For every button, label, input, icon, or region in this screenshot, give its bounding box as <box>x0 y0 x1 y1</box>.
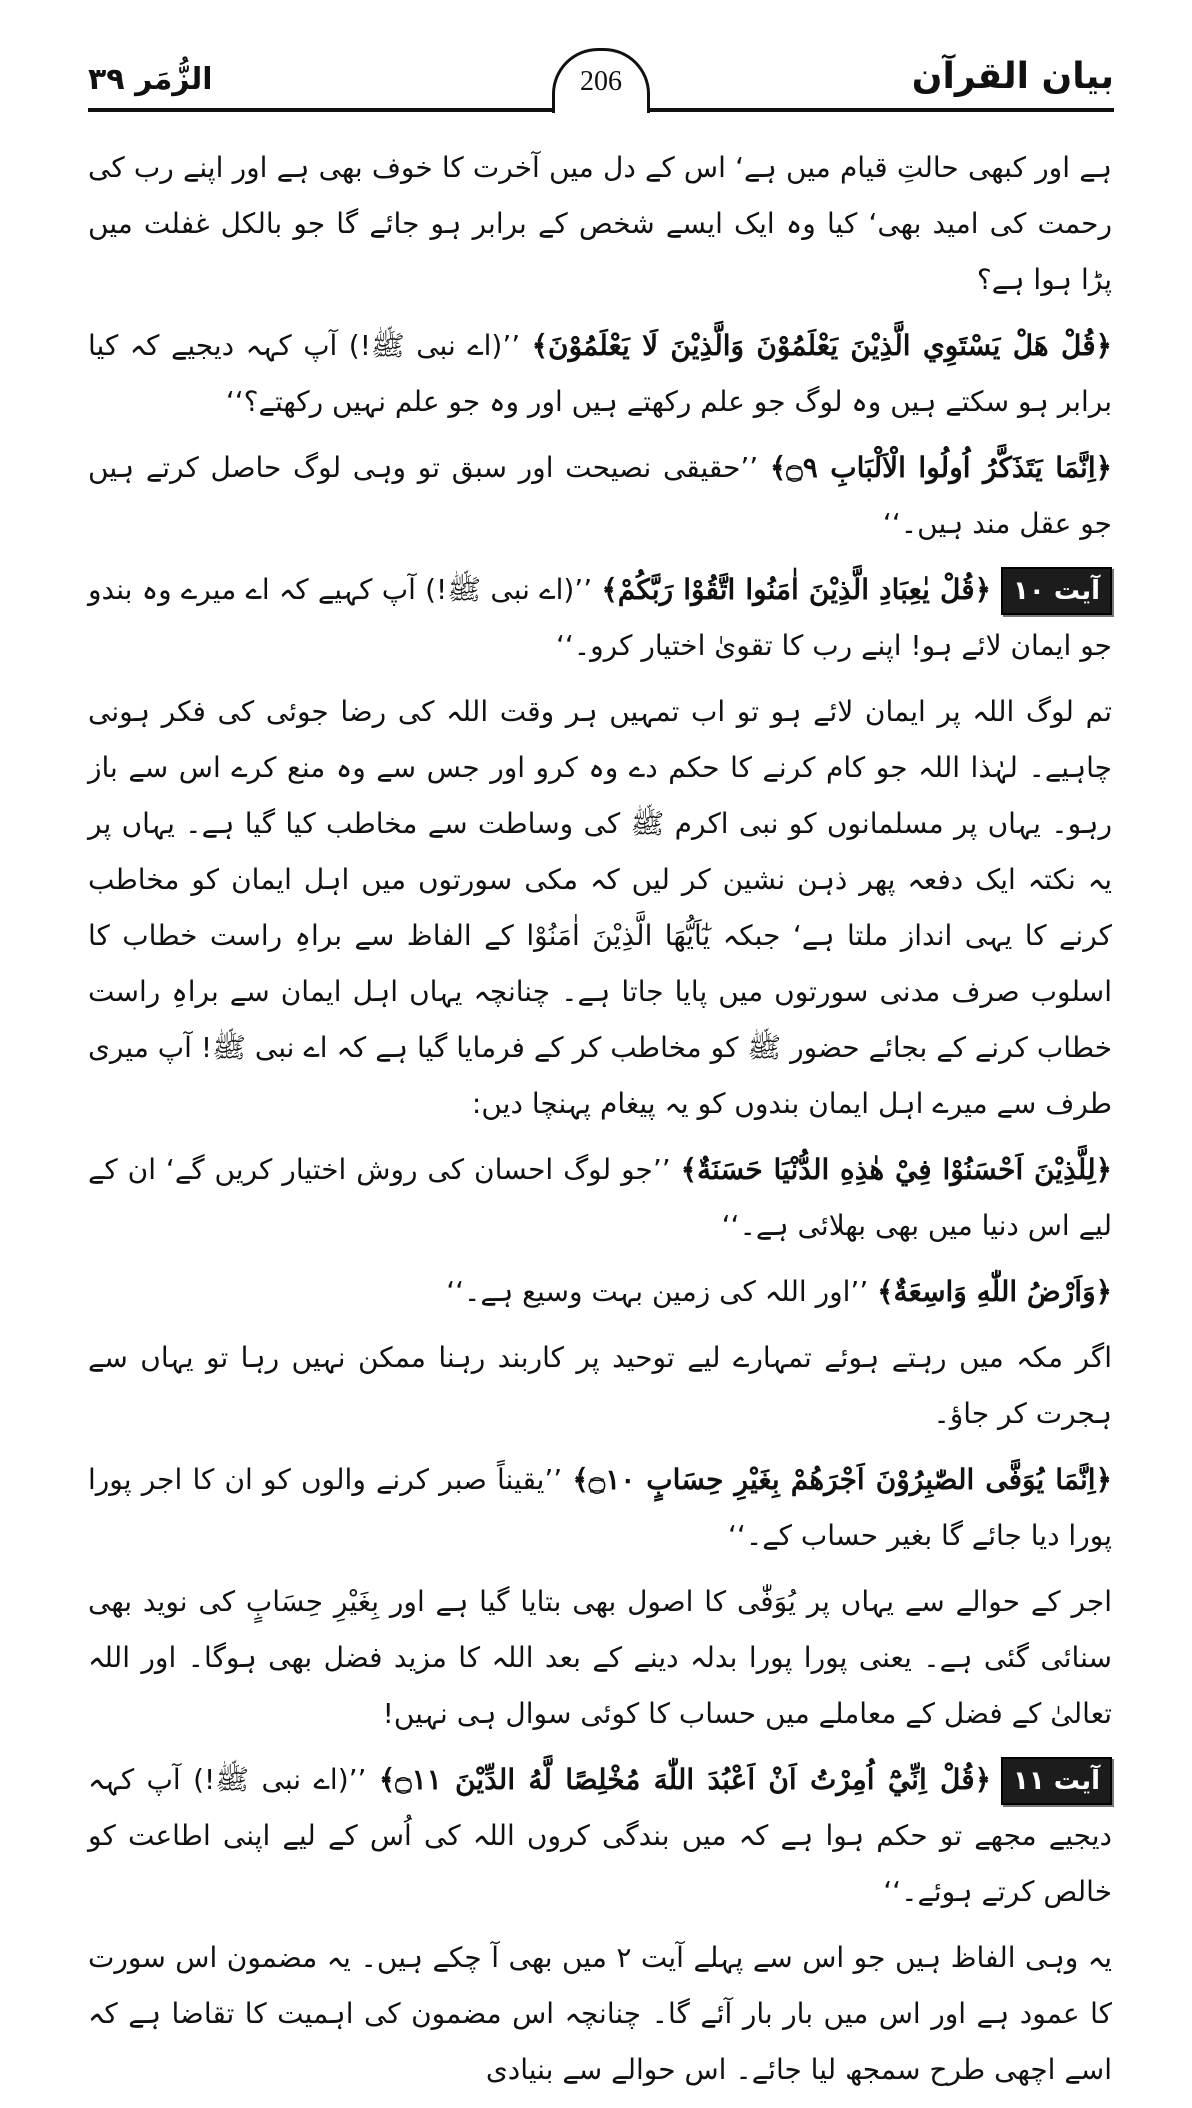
verse-paragraph <box>88 440 1112 552</box>
page-body <box>88 140 1112 2108</box>
ayah-number-badge: آیت ۱۰ <box>1001 567 1112 615</box>
verse-paragraph <box>88 1264 1112 1320</box>
verse-translation: ’’حقیقی نصیحت اور سبق تو وہی لوگ حاصل کرتے ہیں جو عقل مند ہیں۔‘‘ <box>88 451 1112 540</box>
verse-paragraph <box>88 562 1112 674</box>
paragraph <box>88 1330 1112 1442</box>
paragraph-text: اجر کے حوالے سے یہاں پر یُوَفّٰی کا اصول بھی بتایا گیا ہے اور بِغَيْرِ حِسَابٍ کی نوید بھی سنائی گئی ہے۔ یعنی پورا پورا بدلہ دینے کے بعد اللہ کا مزید فضل بھی ہوگا۔ اور اللہ تعالیٰ کے فضل کے معاملے میں حساب کا کوئی سوال ہی نہیں! <box>88 1585 1112 1730</box>
verse-paragraph <box>88 1752 1112 1920</box>
paragraph <box>88 140 1112 308</box>
verse-arabic: ﴿قُلْ يٰعِبَادِ الَّذِيْنَ اٰمَنُوا اتَّقُوْا رَبَّكُمْ﴾ <box>601 573 992 606</box>
surah-name: الزُّمَر ۳۹ <box>88 62 227 97</box>
verse-translation: ’’اور اللہ کی زمین بہت وسیع ہے۔‘‘ <box>446 1275 878 1308</box>
paragraph-text: تم لوگ اللہ پر ایمان لائے ہو تو اب تمہیں ہر وقت اللہ کی رضا جوئی کی فکر ہونی چاہیے۔ لہٰذا اللہ جو کام کرنے کا حکم دے وہ کرو اور جس سے وہ منع کرے اس سے باز رہو۔ یہاں پر مسلمانوں کو نبی اکرم ﷺ کی وساطت سے مخاطب کیا گیا ہے۔ یہاں پر یہ نکتہ ایک دفعہ پھر ذہن نشین کر لیں کہ مکی سورتوں میں اہل ایمان کو مخاطب کرنے کا یہی انداز ملتا ہے‘ جبکہ يٰٓاَيُّهَا الَّذِيْنَ اٰمَنُوْا کے الفاظ سے براہِ راست خطاب کا اسلوب صرف مدنی سورتوں میں پایا جاتا ہے۔ چنانچہ یہاں اہل ایمان سے براہِ راست خطاب کرنے کے بجائے حضور ﷺ کو مخاطب کر کے فرمایا گیا ہے کہ اے نبی ﷺ! آپ میری طرف سے میرے اہل ایمان بندوں کو یہ پیغام پہنچا دیں: <box>88 695 1113 1120</box>
ayah-number-badge: آیت ۱۱ <box>1001 1757 1112 1805</box>
verse-translation: ’’(اے نبی ﷺ!) آپ کہہ دیجیے مجھے تو حکم ہوا ہے کہ میں بندگی کروں اللہ کی اُس کے لیے اپنی اطاعت کو خالص کرتے ہوئے۔‘‘ <box>88 1763 1112 1908</box>
verse-arabic: ﴿لِلَّذِيْنَ اَحْسَنُوْا فِيْ هٰذِهِ الدُّنْيَا حَسَنَةٌ﴾ <box>680 1153 1113 1186</box>
verse-translation: ’’یقیناً صبر کرنے والوں کو ان کا اجر پورا پورا دیا جائے گا بغیر حساب کے۔‘‘ <box>88 1463 1112 1552</box>
verse-paragraph <box>88 1452 1112 1564</box>
paragraph <box>88 684 1112 1132</box>
verse-arabic: ﴿اِنَّمَا يُوَفَّى الصّٰبِرُوْنَ اَجْرَهُمْ بِغَيْرِ حِسَابٍ ۝١٠﴾ <box>572 1463 1112 1496</box>
verse-translation: ’’(اے نبی ﷺ!) آپ کہہ دیجیے کہ کیا برابر ہو سکتے ہیں وہ لوگ جو علم رکھتے ہیں اور وہ جو علم نہیں رکھتے؟‘‘ <box>88 329 1112 418</box>
verse-arabic: ﴿وَاَرْضُ اللّٰهِ وَاسِعَةٌ﴾ <box>877 1275 1112 1308</box>
paragraph-text: یہ وہی الفاظ ہیں جو اس سے پہلے آیت ۲ میں بھی آ چکے ہیں۔ یہ مضمون اس سورت کا عمود ہے اور اس میں بار بار آئے گا۔ چنانچہ اس مضمون کی اہمیت کا تقاضا ہے کہ اسے اچھی طرح سمجھ لیا جائے۔ اس حوالے سے بنیادی <box>88 1941 1112 2086</box>
paragraph-text: اگر مکہ میں رہتے ہوئے تمہارے لیے توحید پر کاربند رہنا ممکن نہیں رہا تو یہاں سے ہجرت کر جاؤ۔ <box>88 1341 1112 1430</box>
page-number: 206 <box>580 66 622 97</box>
verse-translation: ’’(اے نبی ﷺ!) آپ کہیے کہ اے میرے وہ بندو جو ایمان لائے ہو! اپنے رب کا تقویٰ اختیار کرو۔‘‘ <box>88 573 1112 662</box>
page-header <box>88 48 1114 118</box>
paragraph-text: ہے اور کبھی حالتِ قیام میں ہے‘ اس کے دل میں آخرت کا خوف بھی ہے اور اپنے رب کی رحمت کی امید بھی‘ کیا وہ ایک ایسے شخص کے برابر ہو جائے گا جو بالکل غفلت میں پڑا ہوا ہے؟ <box>88 151 1112 296</box>
verse-arabic: ﴿قُلْ هَلْ يَسْتَوِي الَّذِيْنَ يَعْلَمُوْنَ وَالَّذِيْنَ لَا يَعْلَمُوْنَ﴾ <box>531 329 1112 362</box>
book-title: بیان القرآن <box>898 56 1114 97</box>
paragraph <box>88 1930 1112 2098</box>
verse-arabic: ﴿قُلْ اِنِّيْٓ اُمِرْتُ اَنْ اَعْبُدَ اللّٰهَ مُخْلِصًا لَّهُ الدِّيْنَ ۝١١﴾ <box>378 1763 991 1796</box>
verse-paragraph <box>88 1142 1112 1254</box>
verse-arabic: ﴿اِنَّمَا يَتَذَكَّرُ اُولُوا الْاَلْبَابِ ۝٩﴾ <box>769 451 1113 484</box>
verse-translation: ’’جو لوگ احسان کی روش اختیار کریں گے‘ ان کے لیے اس دنیا میں بھی بھلائی ہے۔‘‘ <box>88 1153 1112 1242</box>
page-number-badge <box>552 48 650 113</box>
verse-paragraph <box>88 318 1112 430</box>
paragraph <box>88 1574 1112 1742</box>
